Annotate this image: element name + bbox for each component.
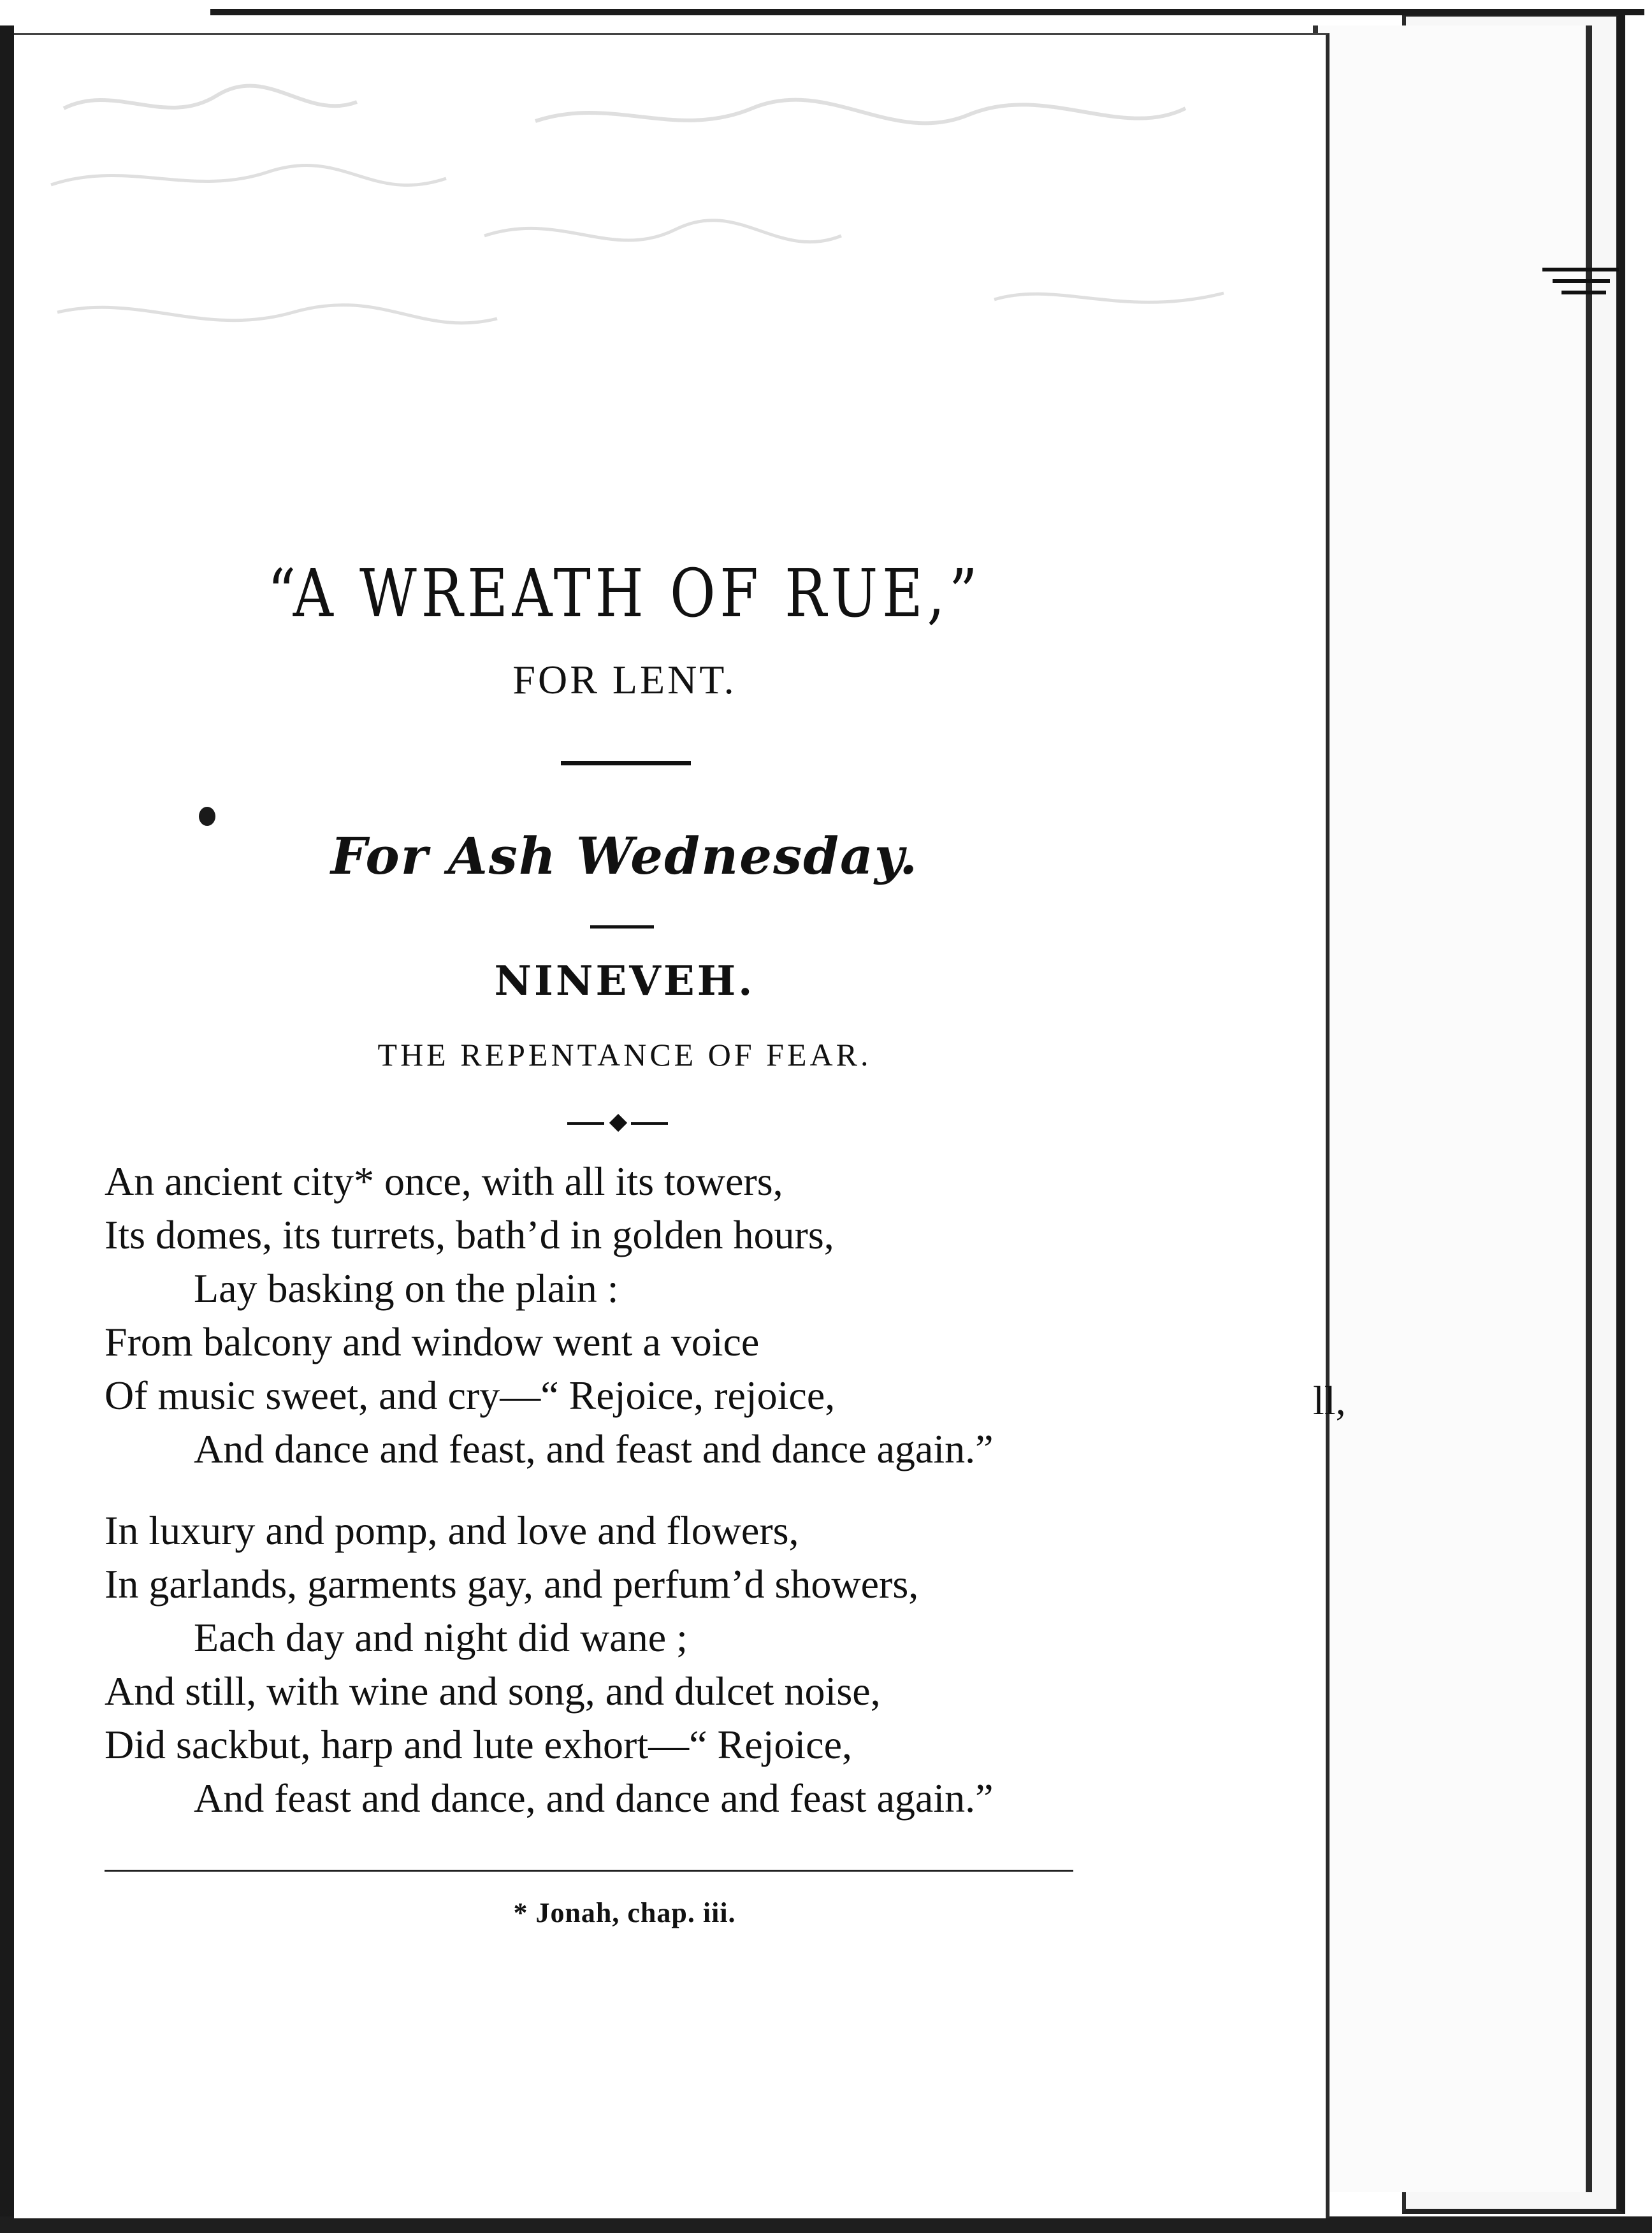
title-rule bbox=[561, 761, 691, 765]
poem-line: Of music sweet, and cry—“ Rejoice, rejoice, bbox=[105, 1373, 836, 1418]
back-page bbox=[1313, 25, 1592, 2192]
poem-line: Lay basking on the plain : bbox=[194, 1266, 619, 1311]
poem-line: An ancient city* once, with all its towers, bbox=[105, 1159, 783, 1204]
top-page-edge bbox=[210, 9, 1644, 32]
poem-line: Its domes, its turrets, bath’d in golden hours, bbox=[105, 1212, 834, 1257]
ink-spot bbox=[199, 807, 215, 826]
section-rule bbox=[590, 925, 654, 929]
poem-line: And feast and dance, and dance and feast again.” bbox=[194, 1775, 994, 1821]
poem-line: From balcony and window went a voice bbox=[105, 1319, 760, 1364]
poem-line: Each day and night did wane ; bbox=[194, 1615, 688, 1660]
margin-fragment: ll, bbox=[1313, 1378, 1346, 1423]
poem-subtitle: THE REPENTANCE OF FEAR. bbox=[377, 1037, 872, 1073]
ornament-divider bbox=[567, 1114, 669, 1133]
diamond-ornament-icon bbox=[609, 1114, 627, 1132]
bottom-scan-edge bbox=[0, 2216, 1652, 2233]
poem-line: And still, with wine and song, and dulcet noise, bbox=[105, 1668, 881, 1714]
section-heading: For Ash Wednesday. bbox=[330, 826, 919, 886]
faded-handwriting bbox=[38, 70, 1249, 389]
poem-line: In garlands, garments gay, and perfum’d showers, bbox=[105, 1561, 919, 1607]
poem-line: In luxury and pomp, and love and flowers, bbox=[105, 1508, 799, 1553]
poem-line: Did sackbut, harp and lute exhort—“ Rejoice, bbox=[105, 1722, 852, 1767]
footnote: * Jonah, chap. iii. bbox=[513, 1897, 736, 1928]
edge-marks bbox=[1542, 268, 1632, 306]
poem-title: NINEVEH. bbox=[494, 957, 755, 1005]
book-subtitle: FOR LENT. bbox=[512, 657, 737, 702]
stanza-2 bbox=[105, 1504, 1290, 1825]
poem-line: And dance and feast, and feast and dance again.” bbox=[194, 1426, 994, 1471]
footnote-rule bbox=[105, 1870, 1073, 1872]
book-title: “A WREATH OF RUE,” bbox=[267, 554, 982, 632]
stanza-1 bbox=[105, 1155, 1290, 1476]
